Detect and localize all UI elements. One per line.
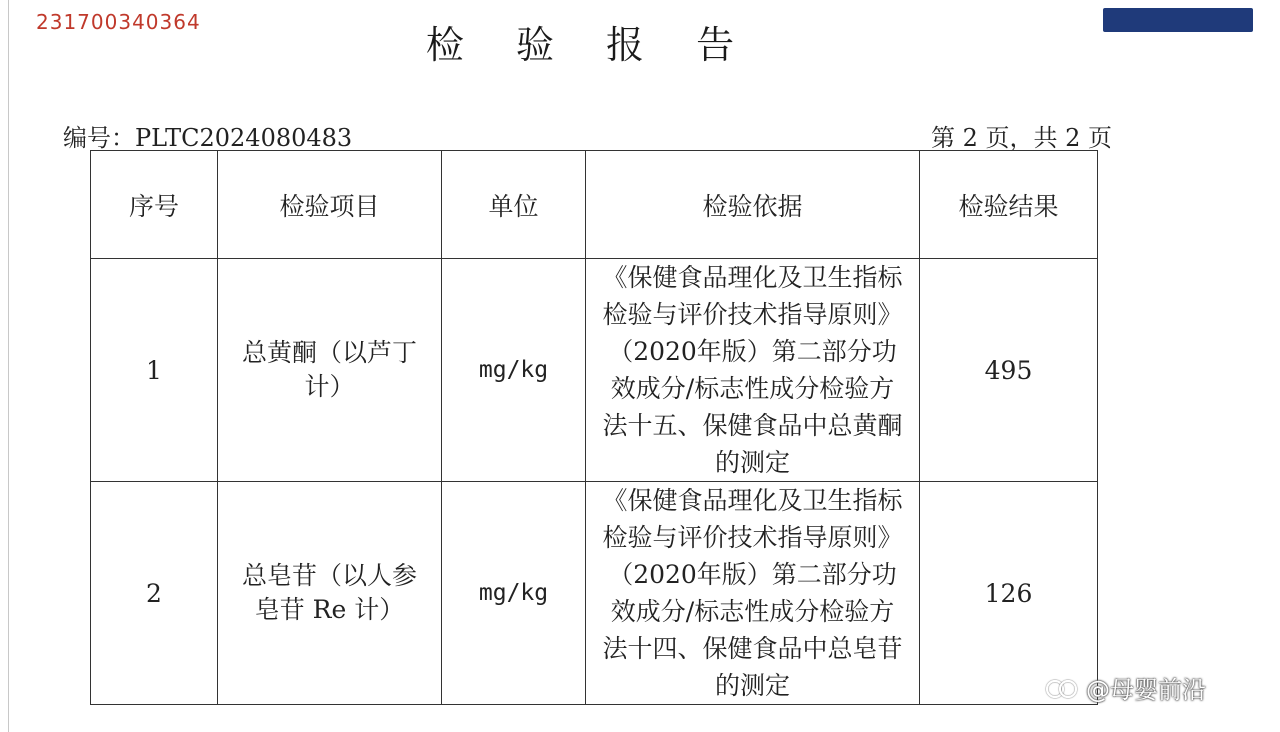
row-basis: 《保健食品理化及卫生指标检验与评价技术指导原则》（2020年版）第二部分功效成分/标志性成分检验方法十四、保健食品中总皂苷的测定: [586, 482, 920, 705]
row-index: 1: [91, 259, 218, 482]
header-unit: 单位: [442, 151, 586, 259]
header-result: 检验结果: [920, 151, 1098, 259]
watermark-text: @母婴前沿: [1086, 676, 1206, 704]
table-header-row: [91, 151, 1098, 259]
page-edge: [8, 0, 9, 732]
row-unit: mg/kg: [442, 259, 586, 482]
report-number: 编号：PLTC2024080483: [63, 124, 353, 152]
row-item: 总黄酮（以芦丁计）: [218, 259, 442, 482]
header-item: 检验项目: [218, 151, 442, 259]
page-info: 第 2 页，共 2 页: [930, 124, 1112, 152]
row-item: 总皂苷（以人参皂苷 Re 计）: [218, 482, 442, 705]
watermark: [1046, 670, 1206, 705]
serial-number: 231700340364: [36, 10, 201, 34]
row-unit: mg/kg: [442, 482, 586, 705]
row-result: 495: [920, 259, 1098, 482]
inspection-table: [90, 150, 1098, 705]
report-title: 检 验 报 告: [425, 23, 755, 67]
table-row: [91, 259, 1098, 482]
watermark-logo-icon: [1046, 675, 1080, 701]
header-index: 序号: [91, 151, 218, 259]
row-basis: 《保健食品理化及卫生指标检验与评价技术指导原则》（2020年版）第二部分功效成分/标志性成分检验方法十五、保健食品中总黄酮的测定: [586, 259, 920, 482]
row-index: 2: [91, 482, 218, 705]
row-result: 126: [920, 482, 1098, 705]
header-basis: 检验依据: [586, 151, 920, 259]
table-row: [91, 482, 1098, 705]
